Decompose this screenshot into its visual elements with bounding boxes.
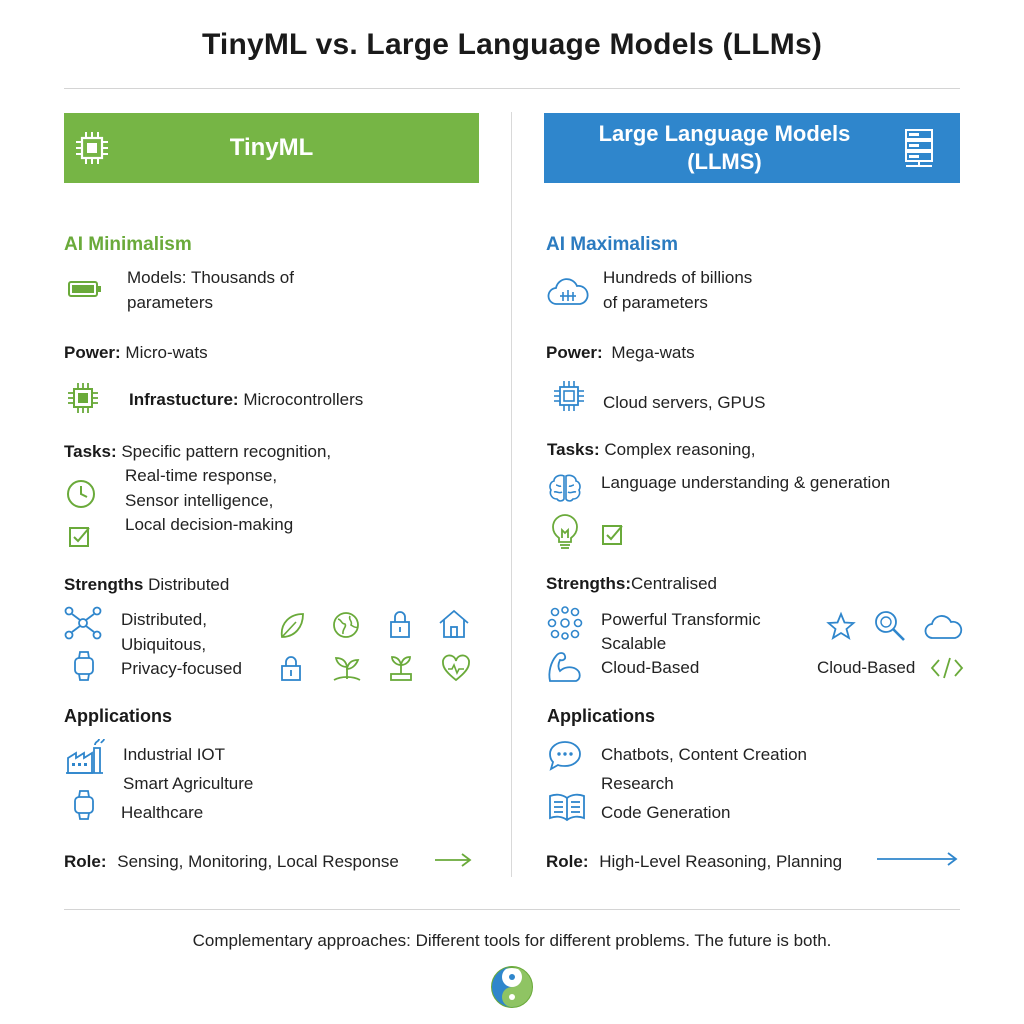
- lock-icon: [280, 654, 302, 682]
- tinyml-models-line: Models: Thousands of: [127, 268, 294, 287]
- tinyml-application-item: Healthcare: [121, 803, 204, 822]
- llm-strength-item: Powerful Transformic: [601, 610, 761, 629]
- tinyml-infra-label: Infrastucture:: [129, 390, 239, 409]
- tinyml-role: [64, 850, 399, 875]
- top-divider: [64, 88, 960, 89]
- factory-icon: [65, 738, 105, 776]
- muscle-icon: [547, 650, 583, 684]
- tinyml-strengths-list: [121, 608, 242, 682]
- llm-role: [546, 850, 842, 875]
- gpu-chip-icon: [553, 380, 585, 412]
- tinyml-power: [64, 341, 208, 366]
- tinyml-strength-item: Distributed,: [121, 610, 207, 629]
- llm-banner: [544, 113, 960, 183]
- tinyml-power-label: Power:: [64, 343, 121, 362]
- tinyml-task-item: Local decision-making: [125, 515, 294, 534]
- clock-icon: [66, 479, 96, 509]
- house-icon: [438, 609, 470, 639]
- llm-role-label: Role:: [546, 852, 589, 871]
- lightbulb-icon: [552, 514, 578, 552]
- footer-caption: Complementary approaches: Different tools for different problems. The future is both.: [192, 931, 832, 950]
- tinyml-applications-list: [123, 740, 253, 827]
- llm-applications-label: Applications: [547, 706, 656, 726]
- tinyml-role-value: Sensing, Monitoring, Local Response: [117, 852, 399, 871]
- llm-tasks-label: Tasks:: [547, 440, 600, 459]
- yin-yang-icon: [490, 965, 534, 1009]
- checkbox-icon: [602, 523, 624, 545]
- star-icon: [826, 612, 856, 640]
- tinyml-tasks: [64, 440, 331, 465]
- server-icon: [902, 128, 936, 168]
- llm-application-item: Chatbots, Content Creation: [601, 745, 808, 764]
- llm-infra-value: Cloud servers, GPUS: [603, 393, 766, 412]
- llm-strength-item: Scalable: [601, 634, 667, 653]
- tinyml-application-item: Industrial IOT: [123, 745, 226, 764]
- llm-power-label: Power:: [546, 343, 603, 362]
- brain-icon: [548, 473, 582, 503]
- llm-strengths-value: Centralised: [631, 574, 717, 593]
- leaf-icon: [278, 611, 306, 641]
- network-icon: [64, 606, 102, 640]
- book-icon: [548, 792, 586, 822]
- sprout-icon: [386, 652, 416, 682]
- tinyml-power-value: Micro-wats: [125, 343, 208, 362]
- llm-subtitle: AI Maximalism: [546, 234, 678, 255]
- llm-power-value: Mega-wats: [611, 343, 695, 362]
- center-divider: [511, 112, 512, 877]
- nodes-icon: [547, 606, 583, 640]
- tinyml-strength-item: Privacy-focused: [121, 659, 242, 678]
- llm-power: [546, 341, 695, 366]
- arrow-right-icon: [434, 853, 472, 867]
- tinyml-strengths-value: Distributed: [148, 575, 230, 594]
- tinyml-infra-value: Microcontrollers: [243, 390, 364, 409]
- smartwatch-icon: [73, 650, 95, 682]
- tinyml-applications-label: Applications: [64, 706, 173, 726]
- tinyml-strength-item: Ubiquitous,: [121, 634, 207, 654]
- llm-models-line: Hundreds of billions: [603, 268, 753, 287]
- tinyml-task-item: Specific pattern recognition,: [121, 442, 332, 461]
- tinyml-tasks-list: [125, 464, 293, 538]
- llm-models: [603, 266, 752, 315]
- llm-banner-line: Large Language Models: [598, 121, 851, 146]
- bottom-divider: [64, 909, 960, 910]
- battery-icon: [68, 280, 102, 298]
- tinyml-subtitle: AI Minimalism: [64, 234, 192, 255]
- llm-strengths-list: [601, 608, 761, 680]
- globe-icon: [332, 611, 360, 639]
- checkbox-icon: [69, 525, 91, 547]
- llm-strengths: [546, 572, 717, 597]
- tinyml-application-item: Smart Agriculture: [123, 774, 254, 793]
- llm-task-item: Language understanding & generation: [601, 473, 891, 492]
- tinyml-banner: [64, 113, 479, 183]
- microcontroller-icon: [66, 381, 100, 415]
- tinyml-banner-title: TinyML: [229, 134, 314, 161]
- llm-tasks: [547, 438, 756, 463]
- tinyml-models: [127, 266, 294, 315]
- magnifier-icon: [874, 610, 906, 642]
- llm-role-value: High-Level Reasoning, Planning: [599, 852, 843, 871]
- tinyml-role-label: Role:: [64, 852, 107, 871]
- tinyml-infrastructure: [129, 388, 363, 413]
- llm-application-item: Research: [601, 774, 674, 793]
- tinyml-task-item: Sensor intelligence,: [125, 490, 274, 510]
- llm-strength-item: Cloud-Based: [601, 658, 700, 677]
- tinyml-task-item: Real-time response,: [125, 466, 278, 485]
- llm-banner-title: [599, 120, 851, 176]
- llm-strengths-label: Strengths:: [546, 574, 631, 593]
- chat-icon: [548, 739, 582, 771]
- page-title: TinyML vs. Large Language Models (LLMs): [201, 28, 823, 61]
- llm-models-line: of parameters: [603, 292, 708, 312]
- heart-icon: [441, 655, 471, 683]
- arrow-right-icon: [876, 852, 958, 866]
- tinyml-strengths: [64, 573, 229, 598]
- llm-application-item: Code Generation: [601, 803, 731, 822]
- smartwatch-icon: [73, 789, 95, 821]
- chip-icon: [74, 130, 110, 166]
- code-icon: [931, 657, 963, 679]
- sprout-icon: [331, 653, 363, 683]
- lock-icon: [388, 609, 412, 639]
- llm-applications-list: [601, 740, 807, 827]
- tinyml-models-line: parameters: [127, 292, 213, 312]
- cloud-icon: [547, 277, 589, 309]
- llm-strength-extra: Cloud-Based: [817, 658, 916, 677]
- tinyml-strengths-label: Strengths: [64, 575, 144, 594]
- tinyml-tasks-label: Tasks:: [64, 442, 117, 461]
- llm-task-item: Complex reasoning,: [604, 440, 756, 459]
- cloud-icon: [925, 615, 963, 641]
- llm-banner-line: (LLMS): [687, 149, 762, 174]
